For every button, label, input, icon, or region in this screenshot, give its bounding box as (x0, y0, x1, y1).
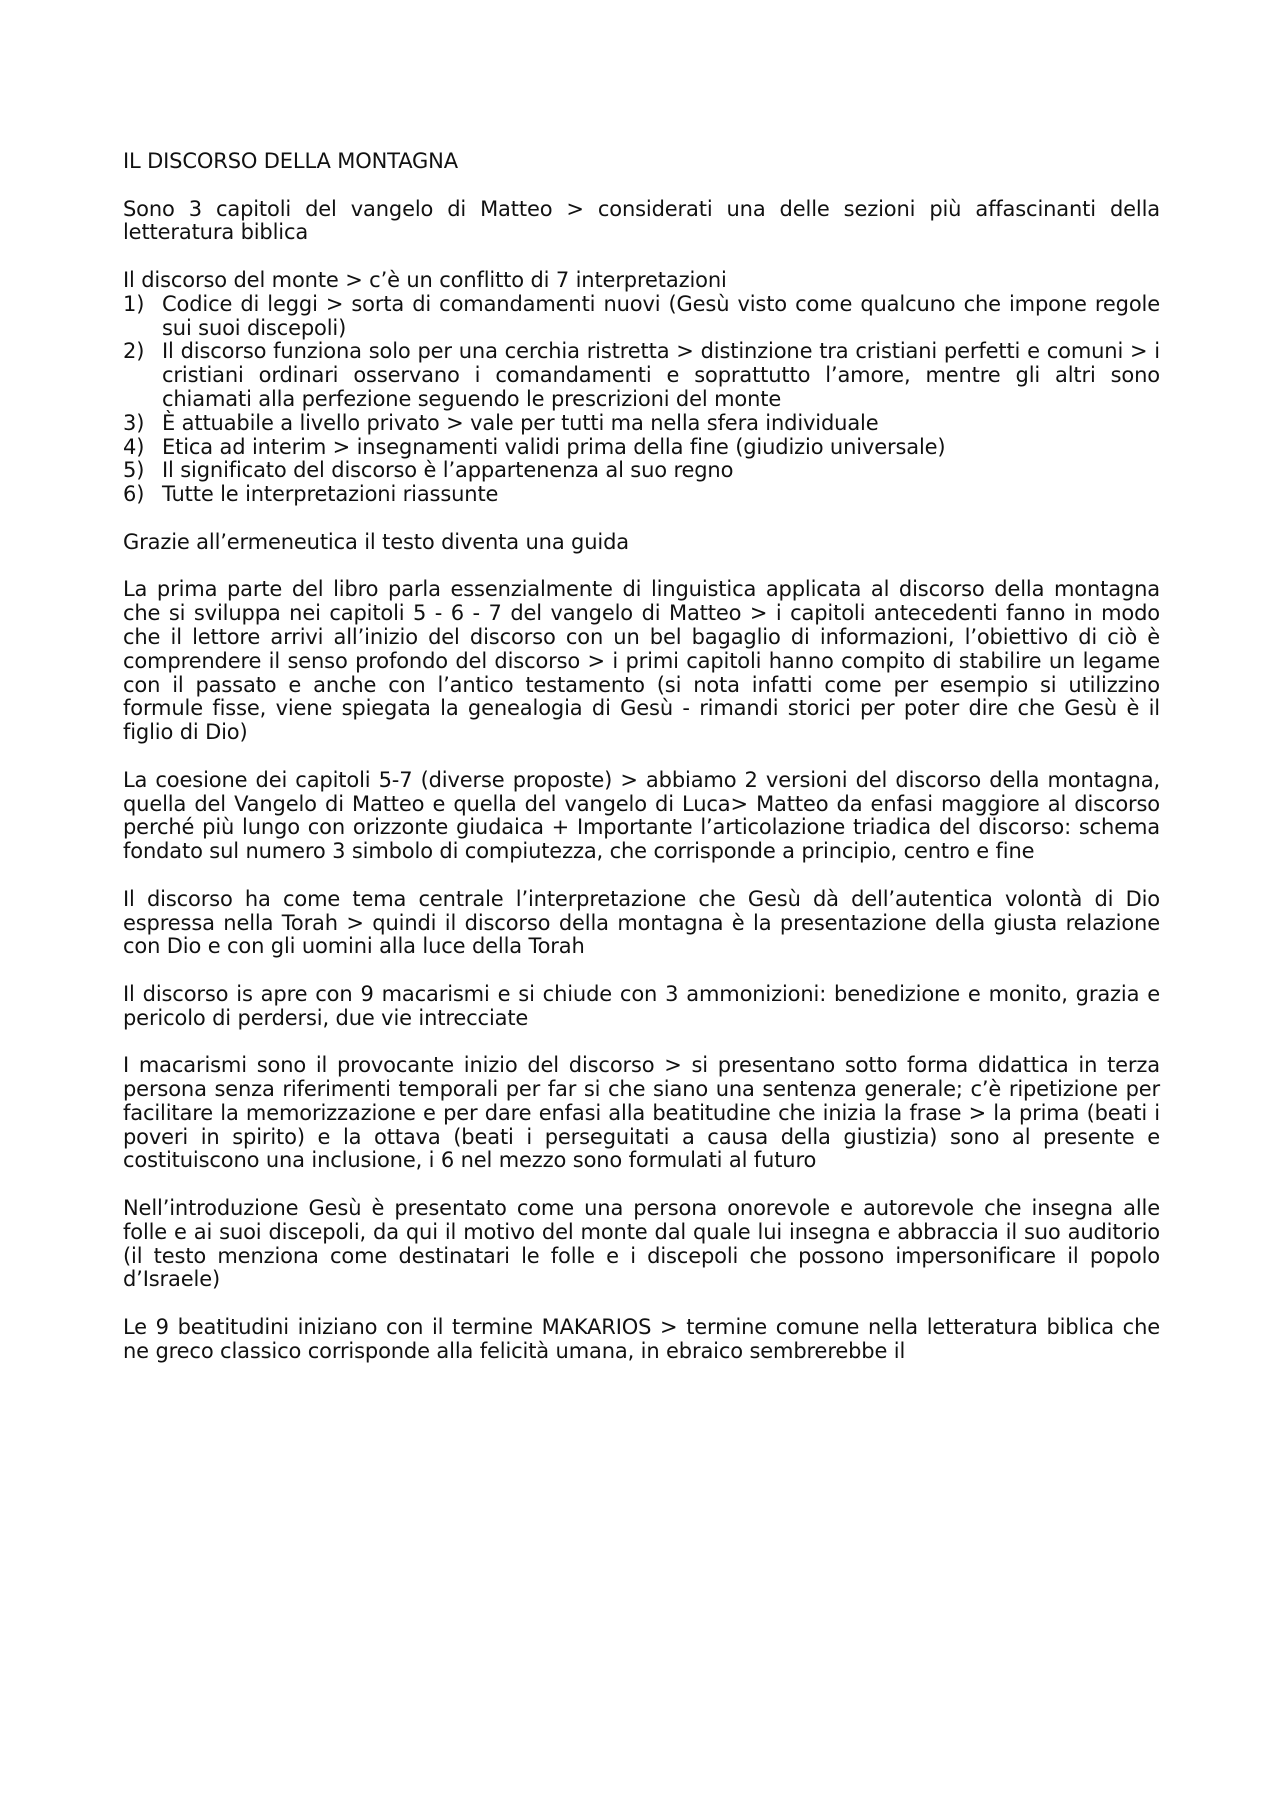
list-item-number: 2) (123, 339, 145, 364)
list-item (123, 436, 1160, 460)
paragraph-makarios: Le 9 beatitudini iniziano con il termine MAKARIOS > termine comune nella letteratura biblica che ne greco classico corrisponde alla felicità umana, in ebraico sembrerebbe il (123, 1315, 1160, 1363)
paragraph-introduction: Nell’introduzione Gesù è presentato come una persona onorevole e autorevole che insegna alle folle e ai suoi discepoli, da qui il motivo del monte dal quale lui insegna e abbraccia il suo auditorio (il testo menziona come destinatari le folle e i discepoli che possono impersonificare il popolo d’Israele) (123, 1196, 1160, 1292)
paragraph-macarisms: I macarismi sono il provocante inizio del discorso > si presentano sotto forma didattica in terza persona senza riferimenti temporali per far si che siano una sentenza generale; c’è ripetizione per facilitare la memorizzazione e per dare enfasi alla beatitudine che inizia la frase > la prima (beati i poveri in spirito) e la ottava (beati i perseguitati a causa della giustizia) sono al presente e costituiscono una inclusione, i 6 nel mezzo sono formulati al futuro (123, 1053, 1160, 1173)
paragraph-cohesion: La coesione dei capitoli 5-7 (diverse proposte) > abbiamo 2 versioni del discorso della montagna, quella del Vangelo di Matteo e quella del vangelo di Luca> Matteo da enfasi maggiore al discorso perché più lungo con orizzonte giudaica + Importante l’articolazione triadica del discorso: schema fondato sul numero 3 simbolo di compiutezza, che corrisponde a principio, centro e fine (123, 767, 1160, 864)
paragraph-central-theme: Il discorso ha come tema centrale l’interpretazione che Gesù dà dell’autentica volontà di Dio espressa nella Torah > quindi il discorso della montagna è la presentazione della giusta relazione con Dio e con gli uomini alla luce della Torah (123, 886, 1160, 959)
interpretations-heading: Il discorso del monte > c’è un conflitto di 7 interpretazioni (123, 267, 727, 292)
list-item-number: 5) (123, 458, 145, 483)
list-item-number: 3) (123, 410, 145, 435)
list-item (123, 483, 1160, 507)
list-item-text: Tutte le interpretazioni riassunte (162, 482, 499, 507)
interpretations-list (123, 293, 1160, 507)
paragraph-structure: Il discorso is apre con 9 macarismi e si chiude con 3 ammonizioni: benedizione e monito, grazia e pericolo di perdersi, due vie intrecciate (123, 981, 1160, 1030)
list-item (123, 412, 1160, 436)
list-item-text: Etica ad interim > insegnamenti validi prima della fine (giudizio universale) (162, 434, 946, 459)
list-item-number: 4) (123, 434, 145, 459)
list-item (123, 293, 1160, 341)
list-item-text: Il discorso funziona solo per una cerchia ristretta > distinzione tra cristiani perfetti e comuni > i cristiani ordinari osservano i comandamenti e soprattutto l’amore, mentre gli altri sono chiamati alla perfezione seguendo le prescrizioni del monte (162, 339, 1160, 411)
paragraph-hermeneutics: Grazie all’ermeneutica il testo diventa una guida (123, 529, 629, 554)
list-item-number: 1) (123, 291, 145, 316)
list-item-text: È attuabile a livello privato > vale per tutti ma nella sfera individuale (162, 410, 879, 435)
intro-paragraph: Sono 3 capitoli del vangelo di Matteo > considerati una delle sezioni più affascinanti della letteratura biblica (123, 196, 1160, 245)
document-title: IL DISCORSO DELLA MONTAGNA (123, 149, 458, 173)
paragraph-linguistics: La prima parte del libro parla essenzialmente di linguistica applicata al discorso della montagna che si sviluppa nei capitoli 5 - 6 - 7 del vangelo di Matteo > i capitoli antecedenti fanno in modo che il lettore arrivi all’inizio del discorso con un bel bagaglio di informazioni, l’obiettivo di ciò è comprendere il senso profondo del discorso > i primi capitoli hanno compito di stabilire un legame con il passato e anche con l’antico testamento (si nota infatti come per esempio si utilizzino formule fisse, viene spiegata la genealogia di Gesù - rimandi storici per poter dire che Gesù è il figlio di Dio) (123, 577, 1160, 745)
list-item-number: 6) (123, 482, 145, 507)
list-item (123, 340, 1160, 411)
list-item-text: Codice di leggi > sorta di comandamenti nuovi (Gesù visto come qualcuno che impone regole sui suoi discepoli) (162, 291, 1160, 340)
list-item-text: Il significato del discorso è l’appartenenza al suo regno (162, 458, 734, 483)
list-item (123, 459, 1160, 483)
document-page (123, 150, 1160, 1387)
